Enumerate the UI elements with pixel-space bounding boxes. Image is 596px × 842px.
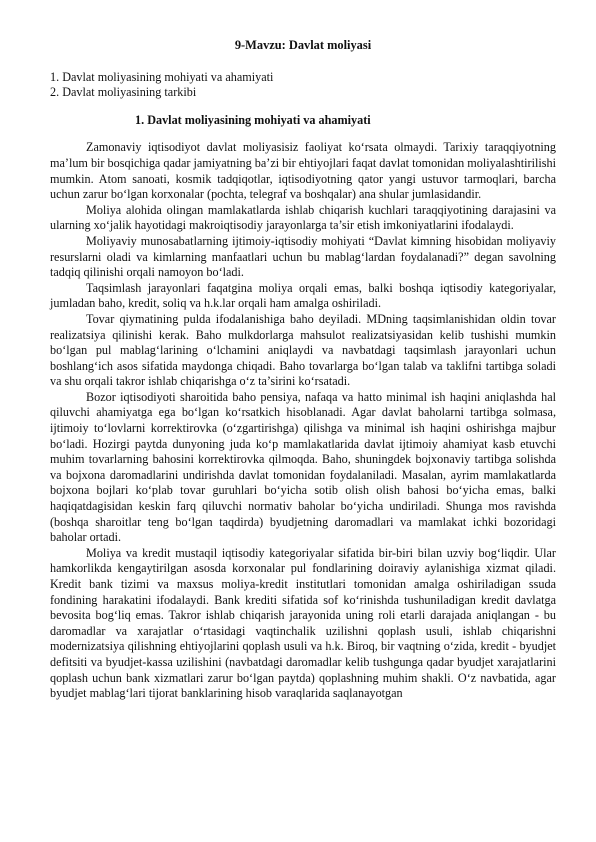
toc-item-2: 2. Davlat moliyasining tarkibi [50,85,197,100]
paragraph-2: Moliya alohida olingan mamlakatlarda ishlab chiqarish kuchlari taraqqiyotining darajasini va ularning xo‘jalik hayotidagi makroiqtisodiy jarayonlarga ta’sir etish imkoniyatlarini ifodalaydi. [50,202,556,233]
table-of-contents [50,70,556,101]
paragraph-7: Moliya va kredit mustaqil iqtisodiy kategoriyalar sifatida bir-biri bilan uzviy bog‘liqdir. Ular hamkorlikda kengaytirilgan asosda korxonalar pul fondlarining doiraviy aylanishiga xizmat qiladi. Kredit bank tizimi va maxsus moliya-kredit institutlari tomonidan amalga oshiriladigan ssuda fondining harakatini ifodalaydi. Bank krediti sifatida sof ko‘rinishda tushuniladigan kredit davlatga bevosita bog‘liq emas. Takror ishlab chiqarish jarayonida uning roli etarli darajada aniqlangan - bu daromadlar va xarajatlar o‘rtasidagi vaqtinchalik uzilishni qoplash usuli, ishlab chiqarishni modernizatsiya qilishning ehtiyojlarini qoplash usuli va h.k. Biroq, bir vaqtning o‘zida, kredit - byudjet defitsiti va byudjet-kassa uzilishini (navbatdagi daromadlar kelib tushgunga qadar byudjet xarajatlarini qoplash uchun bank xizmatlari zarur bo‘lgan paytda) qoplashning muhim shakli. O‘z navbatida, agar byudjet mablag‘lari tijorat banklarining hisob varaqlarida saqlanayotgan [50,545,556,701]
section-heading: 1. Davlat moliyasining mohiyati va ahamiyati [135,112,371,127]
paragraph-5: Tovar qiymatining pulda ifodalanishiga baho deyiladi. MDning taqsimlanishidan oldin tovar realizatsiya qilinishi kerak. Baho mulkdorlarga mahsulot realizatsiyasidan kelib tushishi mumkin bo‘lgan pul mablag‘larining o‘lchamini aniqlaydi va navbatdagi taqsimlash jarayonlari uchun boshlang‘ich asos sifatida maydonga chiqadi. Baho tovarlarga bo‘lgan talab va taklifni tartibga soladi va shu orqali takror ishlab chiqarishga o‘z ta’sirini ko‘rsatadi. [50,311,556,389]
body-text [50,140,556,701]
page-title: 9-Mavzu: Davlat moliyasi [234,38,372,52]
paragraph-6: Bozor iqtisodiyoti sharoitida baho pensiya, nafaqa va hatto minimal ish haqini aniqlashda hal qiluvchi ahamiyatga ega bo‘lgan ko‘rsatkich hisoblanadi. Agar davlat baholarni tartibga solmasa, ijtimoiy to‘lovlarni korrektirovka (o‘zgartirishga) qilishga va minimal ish haqini oshirishga majbur bo‘ladi. Hozirgi paytda dunyoning juda ko‘p mamlakatlarida davlat ijtimoiy ahamiyat kasb etuvchi muhim tovarlarning bahosini korrektirovka qilmoqda. Baho, shuningdek bojxonaviy tartibga solishda va bojxona daromadlarini undirishda davlat tomonidan foydalaniladi. Masalan, ayrim mamlakatlarda bojxona bojlari ko‘plab tovar guruhlari bo‘yicha sotib olish olish bahosi bo‘yicha emas, balki haqiqatdagisidan keskin farq qiluvchi normativ baholar bo‘yicha undiriladi. Shunga mos ravishda (boshqa sharoitlar teng bo‘lgan taqdirda) byudjetning daromadlari va mamlakat ichki bozoridagi baholar ortadi. [50,389,556,545]
toc-item-1: 1. Davlat moliyasining mohiyati va ahamiyati [50,69,274,84]
paragraph-4: Taqsimlash jarayonlari faqatgina moliya orqali emas, balki boshqa iqtisodiy kategoriyalar, jumladan baho, kredit, soliq va h.k.lar orqali ham amalga oshiriladi. [50,280,556,311]
paragraph-1: Zamonaviy iqtisodiyot davlat moliyasisiz faoliyat ko‘rsata olmaydi. Tarixiy taraqqiyotning ma’lum bir bosqichiga qadar jamiyatning ba’zi bir ehtiyojlari faqat davlat tomonidan moliyalashtirilishi mumkin. Atom sanoati, kosmik tadqiqotlar, iqtisodiyotning qator yangi ustuvor tarmoqlari, barcha uchun zarur bo‘lgan korxonalar (pochta, telegraf va boshqalar) ana shular jumlasidandir. [50,140,556,202]
paragraph-3: Moliyaviy munosabatlarning ijtimoiy-iqtisodiy mohiyati “Davlat kimning hisobidan moliyaviy resurslarni oladi va kimlarning manfaatlari uchun bu mablag‘lardan foydalanadi?” degan savolning tadqiq qilinishi orqali namoyon bo‘ladi. [50,233,556,280]
